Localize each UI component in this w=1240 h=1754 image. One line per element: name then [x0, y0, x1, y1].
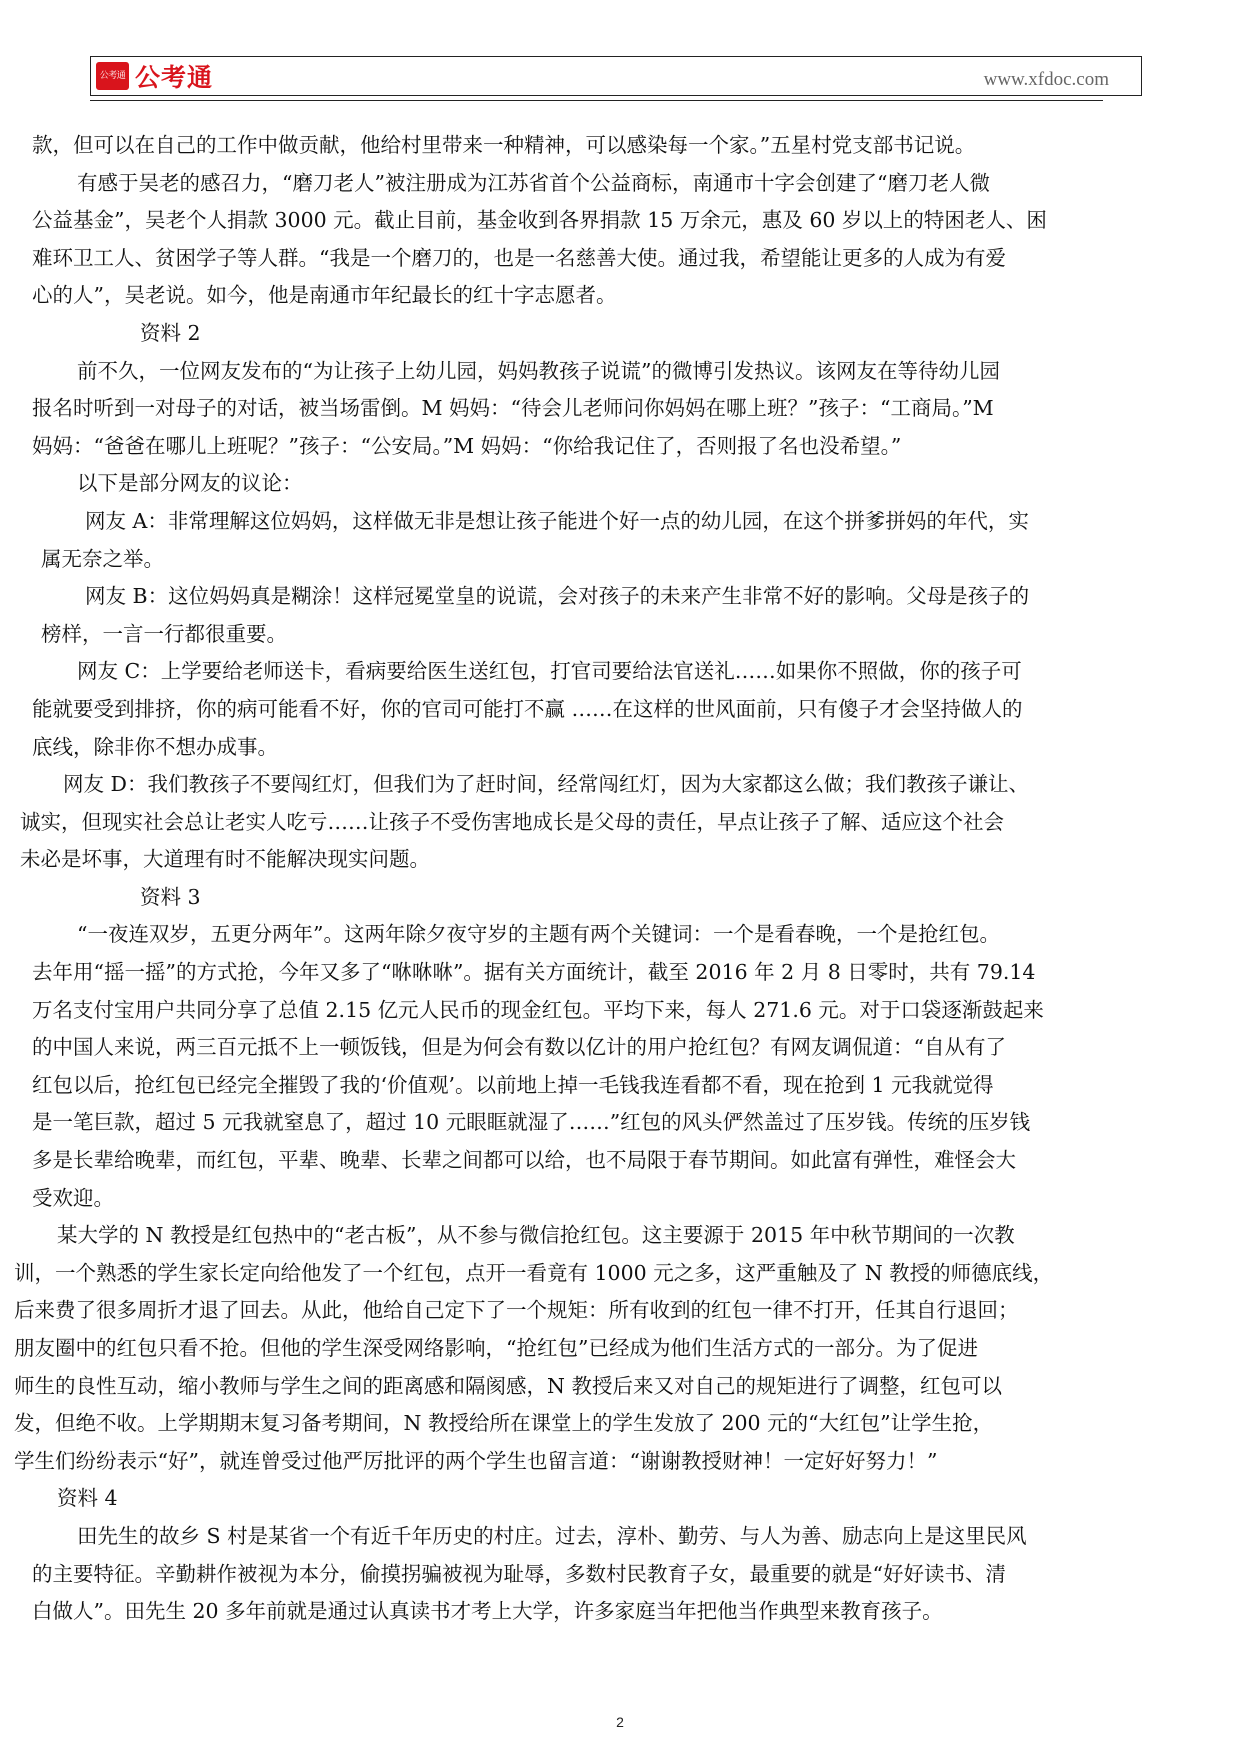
text-line: 底线，除非你不想办成事。: [32, 734, 278, 759]
text-line: 公益基金”，吴老个人捐款 3000 元。截止目前，基金收到各界捐款 15 万余元，惠及 60 岁以上的特困老人、困: [32, 208, 1047, 233]
text-line: 网友 C：上学要给老师送卡，看病要给医生送红包，打官司要给法官送礼……如果你不照做，你的孩子可: [77, 659, 1022, 684]
text-line: 某大学的 N 教授是红包热中的“老古板”，从不参与微信抢红包。这主要源于 2015 年中秋节期间的一次教: [57, 1223, 1015, 1248]
site-url: www.xfdoc.com: [983, 69, 1109, 90]
section-heading: 资料 4: [57, 1486, 118, 1511]
text-line: 有感于吴老的感召力，“磨刀老人”被注册成为江苏省首个公益商标，南通市十字会创建了“磨刀老人微: [77, 170, 990, 195]
text-line: 师生的良性互动，缩小教师与学生之间的距离感和隔阂感，N 教授后来又对自己的规矩进行了调整，红包可以: [14, 1373, 1002, 1398]
text-line: 能就要受到排挤，你的病可能看不好，你的官司可能打不赢 ……在这样的世风面前，只有傻子才会坚持做人的: [32, 696, 1023, 721]
text-line: 后来费了很多周折才退了回去。从此，他给自己定下了一个规矩：所有收到的红包一律不打开，任其自行退回；: [14, 1298, 1019, 1323]
text-line: 属无奈之举。: [41, 546, 164, 571]
logo: [96, 60, 213, 92]
text-line: 训，一个熟悉的学生家长定向给他发了一个红包，点开一看竟有 1000 元之多，这严重触及了 N 教授的师德底线，: [14, 1260, 1054, 1285]
text-line: 网友 A：非常理解这位妈妈，这样做无非是想让孩子能进个好一点的幼儿园，在这个拼爹拼妈的年代，实: [85, 508, 1029, 533]
section-heading: 资料 2: [140, 320, 201, 345]
text-line: 是一笔巨款，超过 5 元我就窒息了，超过 10 元眼眶就湿了……”红包的风头俨然盖过了压岁钱。传统的压岁钱: [32, 1110, 1031, 1135]
text-line: 白做人”。田先生 20 多年前就是通过认真读书才考上大学，许多家庭当年把他当作典型来教育孩子。: [32, 1599, 943, 1624]
text-line: 妈妈：“爸爸在哪儿上班呢？”孩子：“公安局。”M 妈妈：“你给我记住了，否则报了名也没希望。”: [32, 433, 902, 458]
text-line: 以下是部分网友的议论：: [77, 471, 303, 496]
text-line: 田先生的故乡 S 村是某省一个有近千年历史的村庄。过去，淳朴、勤劳、与人为善、励志向上是这里民风: [77, 1523, 1027, 1548]
text-line: 万名支付宝用户共同分享了总值 2.15 亿元人民币的现金红包。平均下来，每人 271.6 元。对于口袋逐渐鼓起来: [32, 997, 1044, 1022]
logo-text: 公考通: [135, 63, 214, 92]
text-line: 难环卫工人、贫困学子等人群。“我是一个磨刀的，也是一名慈善大使。通过我，希望能让更多的人成为有爱: [32, 245, 1006, 270]
text-line: 多是长辈给晚辈，而红包，平辈、晚辈、长辈之间都可以给，也不局限于春节期间。如此富有弹性，难怪会大: [32, 1148, 1016, 1173]
text-line: 受欢迎。: [32, 1185, 114, 1210]
text-line: 网友 D：我们教孩子不要闯红灯，但我们为了赶时间，经常闯红灯，因为大家都这么做；我们教孩子谦让、: [63, 772, 1029, 797]
text-line: 去年用“摇一摇”的方式抢，今年又多了“咻咻咻”。据有关方面统计，截至 2016 年 2 月 8 日零时，共有 79.14: [32, 960, 1036, 985]
text-line: “一夜连双岁，五更分两年”。这两年除夕夜守岁的主题有两个关键词：一个是看春晚，一个是抢红包。: [77, 922, 1000, 947]
text-line: 的中国人来说，两三百元抵不上一顿饭钱，但是为何会有数以亿计的用户抢红包？有网友调侃道：“自从有了: [32, 1035, 1006, 1060]
logo-badge: 公考通: [96, 62, 129, 90]
text-line: 款，但可以在自己的工作中做贡献，他给村里带来一种精神，可以感染每一个家。”五星村党支部书记说。: [32, 133, 976, 157]
text-line: 的主要特征。辛勤耕作被视为本分，偷摸拐骗被视为耻辱，多数村民教育子女，最重要的就是“好好读书、清: [32, 1561, 1006, 1586]
text-line: 榜样，一言一行都很重要。: [41, 621, 287, 646]
text-line: 红包以后，抢红包已经完全摧毁了我的‘价值观’。以前地上掉一毛钱我连看都不看，现在抢到 1 元我就觉得: [32, 1072, 994, 1097]
text-line: 发，但绝不收。上学期期末复习备考期间，N 教授给所在课堂上的学生发放了 200 元的“大红包”让学生抢，: [14, 1411, 994, 1436]
text-line: 诚实，但现实社会总让老实人吃亏……让孩子不受伤害地成长是父母的责任，早点让孩子了解、适应这个社会: [20, 809, 1004, 834]
section-heading: 资料 3: [140, 884, 201, 909]
text-line: 学生们纷纷表示“好”，就连曾受过他严厉批评的两个学生也留言道：“谢谢教授财神！一定好好努力！”: [14, 1448, 938, 1473]
text-line: 前不久，一位网友发布的“为让孩子上幼儿园，妈妈教孩子说谎”的微博引发热议。该网友在等待幼儿园: [77, 358, 1000, 383]
text-line: 报名时听到一对母子的对话，被当场雷倒。M 妈妈：“待会儿老师问你妈妈在哪上班？”孩子：“工商局。”M: [32, 396, 994, 421]
text-line: 网友 B：这位妈妈真是糊涂！这样冠冕堂皇的说谎，会对孩子的未来产生非常不好的影响。父母是孩子的: [85, 584, 1030, 609]
page-header: [90, 56, 1142, 96]
text-line: 未必是坏事，大道理有时不能解决现实问题。: [20, 847, 430, 872]
document-body: [0, 127, 1240, 1631]
text-line: 朋友圈中的红包只看不抢。但他的学生深受网络影响，“抢红包”已经成为他们生活方式的一部分。为了促进: [14, 1336, 978, 1360]
text-line: 心的人”，吴老说。如今，他是南通市年纪最长的红十字志愿者。: [32, 283, 617, 308]
page-number: 2: [616, 1714, 624, 1730]
